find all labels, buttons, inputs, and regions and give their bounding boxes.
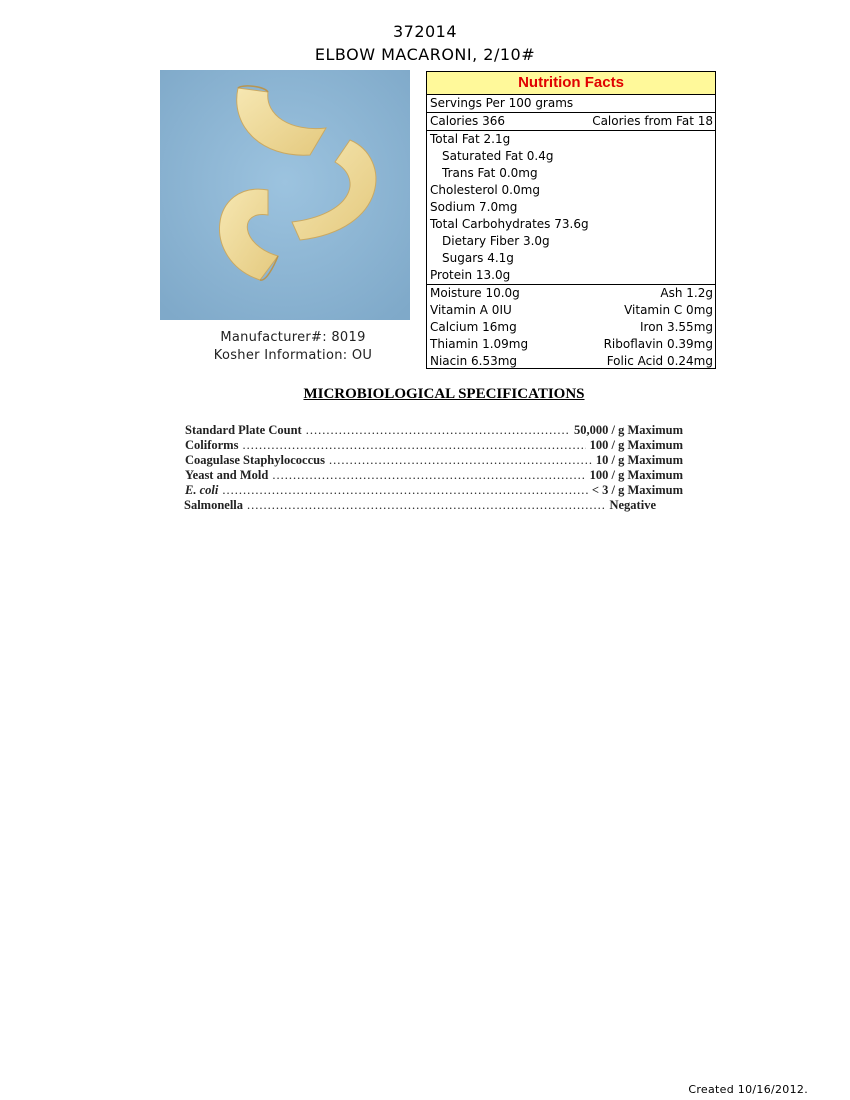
- thiamin: Thiamin 1.09mg: [430, 337, 529, 351]
- calories-row: [427, 112, 715, 130]
- microbiological-specifications-title: MICROBIOLOGICAL SPECIFICATIONS: [303, 386, 585, 402]
- protein-row: [427, 267, 715, 284]
- trans-fat-row: [427, 165, 715, 182]
- sugars-row: [427, 250, 715, 267]
- manufacturer-number: Manufacturer#: 8019: [220, 330, 366, 345]
- spec-value: 50,000 / g Maximum: [573, 423, 683, 437]
- riboflavin: Riboflavin 0.39mg: [603, 337, 713, 351]
- dietary-fiber: Dietary Fiber 3.0g: [442, 234, 550, 248]
- calories: Calories 366: [430, 114, 506, 128]
- spec-row: [185, 483, 683, 498]
- protein: Protein 13.0g: [430, 268, 511, 282]
- leader-dots: [329, 453, 592, 468]
- nutrition-facts-title: Nutrition Facts: [427, 72, 715, 95]
- calcium: Calcium 16mg: [430, 320, 517, 334]
- spec-label: Coliforms: [185, 438, 239, 452]
- total-carbs-row: [427, 216, 715, 233]
- niacin-row: [427, 353, 715, 370]
- spec-label: Standard Plate Count: [185, 423, 302, 437]
- spec-row: [185, 423, 683, 438]
- leader-dots: [222, 483, 588, 498]
- calories-from-fat: Calories from Fat 18: [592, 114, 713, 128]
- spec-label: Salmonella: [184, 498, 244, 512]
- servings-row: [427, 95, 715, 112]
- thiamin-row: [427, 336, 715, 353]
- cholesterol-row: [427, 182, 715, 199]
- ash: Ash 1.2g: [660, 286, 713, 300]
- spec-label: E. coli: [185, 483, 219, 497]
- spec-row: [185, 468, 683, 483]
- folic-acid: Folic Acid 0.24mg: [606, 354, 713, 368]
- niacin: Niacin 6.53mg: [430, 354, 518, 368]
- sugars: Sugars 4.1g: [442, 251, 514, 265]
- dietary-fiber-row: [427, 233, 715, 250]
- vitamin-c: Vitamin C 0mg: [624, 303, 713, 317]
- spec-value: 100 / g Maximum: [589, 468, 683, 482]
- leader-dots: [242, 438, 585, 453]
- leader-dots: [306, 423, 570, 438]
- calcium-row: [427, 319, 715, 336]
- spec-value: 10 / g Maximum: [595, 453, 683, 467]
- spec-label: Yeast and Mold: [185, 468, 269, 482]
- nutrition-facts-panel: [426, 71, 716, 369]
- spec-value: 100 / g Maximum: [589, 438, 683, 452]
- servings: Servings Per 100 grams: [430, 96, 574, 110]
- spec-value: < 3 / g Maximum: [591, 483, 683, 497]
- trans-fat: Trans Fat 0.0mg: [442, 166, 538, 180]
- spec-row: [185, 453, 683, 468]
- spec-label: Coagulase Staphylococcus: [185, 453, 325, 467]
- created-date: Created 10/16/2012.: [688, 1083, 808, 1096]
- elbow-macaroni-image: [160, 70, 410, 320]
- sodium-row: [427, 199, 715, 216]
- moisture: Moisture 10.0g: [430, 286, 520, 300]
- spec-row: [185, 438, 683, 453]
- cholesterol: Cholesterol 0.0mg: [430, 183, 540, 197]
- item-name: ELBOW MACARONI, 2/10#: [314, 45, 536, 64]
- spec-row: [184, 498, 656, 513]
- kosher-information: Kosher Information: OU: [213, 348, 373, 363]
- leader-dots: [272, 468, 585, 483]
- total-fat: Total Fat 2.1g: [430, 132, 511, 146]
- item-code: 372014: [392, 22, 458, 41]
- total-fat-row: [427, 130, 715, 148]
- saturated-fat-row: [427, 148, 715, 165]
- spec-value: Negative: [609, 498, 656, 512]
- sodium: Sodium 7.0mg: [430, 200, 518, 214]
- total-carbohydrates: Total Carbohydrates 73.6g: [430, 217, 589, 231]
- vitamin-a: Vitamin A 0IU: [430, 303, 512, 317]
- vitamins-row: [427, 302, 715, 319]
- saturated-fat: Saturated Fat 0.4g: [442, 149, 554, 163]
- iron: Iron 3.55mg: [640, 320, 713, 334]
- leader-dots: [247, 498, 605, 513]
- moisture-row: [427, 284, 715, 302]
